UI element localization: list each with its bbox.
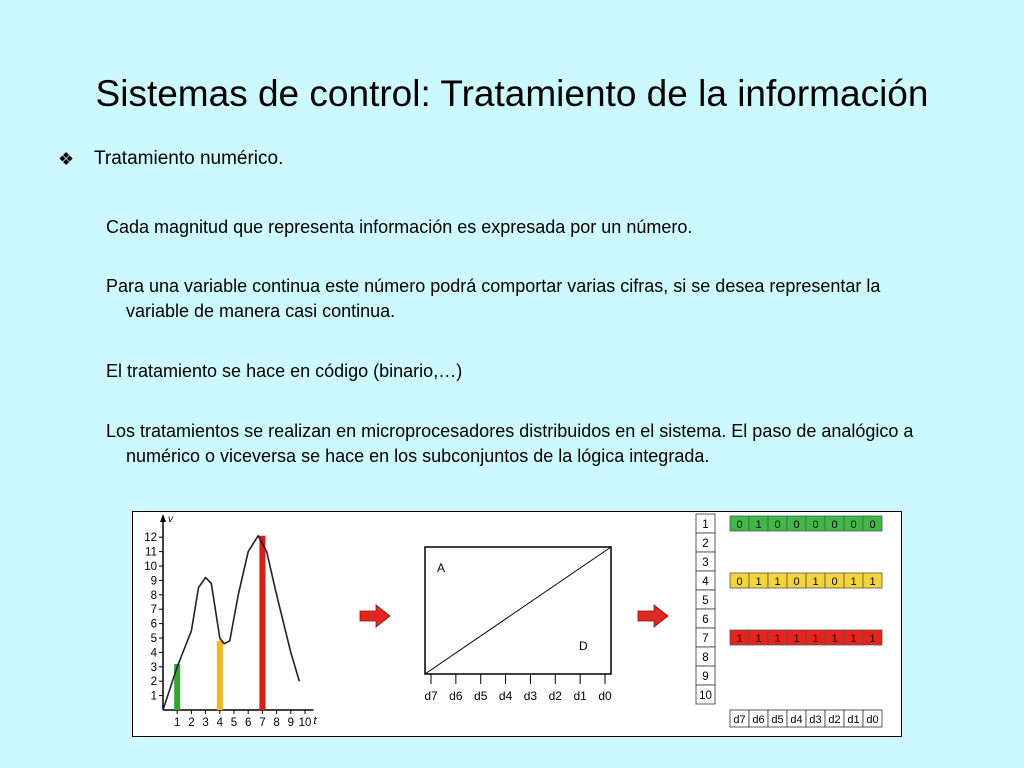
y-tick-label: 8 bbox=[150, 589, 157, 602]
code-bit: 1 bbox=[812, 633, 819, 645]
level-label: 10 bbox=[699, 690, 712, 702]
code-bit-label: d1 bbox=[847, 714, 860, 726]
code-bit: 0 bbox=[812, 519, 819, 531]
figure-canvas bbox=[133, 512, 901, 736]
level-label: 6 bbox=[702, 614, 709, 626]
code-bit: 0 bbox=[869, 519, 876, 531]
code-bit: 0 bbox=[736, 519, 743, 531]
paragraph-2: Para una variable continua este número podrá comportar varias cifras, si se desea representar la variable de manera casi continua. bbox=[106, 276, 881, 321]
y-tick-label: 12 bbox=[144, 532, 157, 545]
x-tick-label: 8 bbox=[273, 717, 280, 729]
code-bit: 1 bbox=[850, 633, 857, 645]
code-bit: 1 bbox=[755, 633, 762, 645]
x-tick-label: 10 bbox=[298, 717, 312, 729]
converter-bit-label: d5 bbox=[474, 689, 488, 703]
code-bit: 1 bbox=[755, 519, 762, 531]
code-bit: 1 bbox=[869, 576, 876, 588]
y-tick-label: 2 bbox=[150, 676, 157, 689]
x-tick-label: 1 bbox=[173, 717, 181, 729]
converter-label-d: D bbox=[579, 639, 588, 653]
code-bit: 0 bbox=[774, 519, 781, 531]
paragraph-3: El tratamiento se hace en código (binario,…) bbox=[106, 361, 463, 381]
y-tick-label: 6 bbox=[150, 618, 157, 631]
converter-bit-label: d4 bbox=[498, 689, 513, 703]
level-label: 2 bbox=[702, 538, 709, 550]
x-tick-label: 9 bbox=[287, 717, 295, 729]
code-bit: 1 bbox=[774, 576, 781, 588]
y-axis-arrow bbox=[160, 514, 166, 522]
y-tick-label: 9 bbox=[150, 575, 157, 588]
x-axis-label: t bbox=[313, 715, 317, 727]
sample-bar-2 bbox=[217, 641, 223, 710]
converter-bit-label: d3 bbox=[523, 689, 538, 703]
y-axis-label: v bbox=[168, 514, 173, 525]
y-tick-label: 7 bbox=[150, 604, 157, 617]
y-tick-label: 1 bbox=[150, 690, 157, 703]
bullet-item bbox=[58, 148, 283, 170]
converter-bit-label: d6 bbox=[449, 689, 463, 703]
x-tick-label: 5 bbox=[230, 717, 238, 729]
code-bit-label: d2 bbox=[828, 714, 841, 726]
x-tick-label: 6 bbox=[244, 717, 252, 729]
converter-bit-label: d2 bbox=[548, 689, 562, 703]
paragraph-4: Los tratamientos se realizan en microprocesadores distribuidos en el sistema. El paso de analógico a numérico o viceversa se hace en los subconjuntos de la lógica integrada. bbox=[106, 421, 914, 466]
y-tick-label: 4 bbox=[150, 647, 157, 660]
y-tick-label: 11 bbox=[145, 546, 157, 559]
code-bit: 1 bbox=[831, 633, 838, 645]
sample-bar-3 bbox=[259, 536, 265, 710]
code-bit: 0 bbox=[736, 576, 743, 588]
level-label: 7 bbox=[702, 633, 709, 645]
y-tick-label: 3 bbox=[150, 661, 157, 674]
diamond-bullet-icon: ❖ bbox=[58, 148, 75, 169]
level-label: 3 bbox=[702, 557, 709, 569]
code-bit-label: d0 bbox=[866, 714, 879, 726]
code-bit-label: d3 bbox=[809, 714, 822, 726]
code-bit: 1 bbox=[812, 576, 819, 588]
right-arrow-icon bbox=[360, 605, 390, 627]
code-bit-label: d4 bbox=[790, 714, 803, 726]
code-bit: 0 bbox=[793, 576, 800, 588]
level-label: 8 bbox=[702, 652, 709, 664]
code-bit: 1 bbox=[850, 576, 857, 588]
code-bit-label: d5 bbox=[771, 714, 784, 726]
converter-bit-label: d7 bbox=[424, 689, 438, 703]
converter-bit-label: d0 bbox=[598, 689, 612, 703]
code-bit-label: d6 bbox=[752, 714, 765, 726]
paragraph-1: Cada magnitud que representa información es expresada por un número. bbox=[106, 217, 693, 237]
analog-signal-curve bbox=[163, 536, 299, 710]
y-tick-label: 10 bbox=[144, 561, 157, 573]
code-bit: 1 bbox=[774, 633, 781, 645]
level-label: 4 bbox=[702, 576, 709, 588]
code-bit: 0 bbox=[831, 576, 838, 588]
x-tick-label: 4 bbox=[216, 717, 224, 729]
converter-label-a: A bbox=[437, 561, 446, 575]
code-bit: 1 bbox=[755, 576, 762, 588]
signal-conversion-figure bbox=[132, 511, 902, 737]
code-bit: 1 bbox=[869, 633, 876, 645]
converter-bit-label: d1 bbox=[573, 689, 587, 703]
code-bit: 1 bbox=[736, 633, 743, 645]
code-bit: 0 bbox=[831, 519, 838, 531]
level-label: 9 bbox=[702, 671, 709, 683]
x-tick-label: 2 bbox=[188, 717, 195, 729]
slide-title: Sistemas de control: Tratamiento de la información bbox=[95, 73, 929, 114]
x-tick-label: 7 bbox=[259, 717, 266, 729]
x-tick-label: 3 bbox=[202, 717, 209, 729]
bullet-text: Tratamiento numérico. bbox=[94, 148, 284, 169]
level-label: 5 bbox=[702, 595, 709, 607]
code-bit: 0 bbox=[850, 519, 857, 531]
code-bit-label: d7 bbox=[733, 714, 746, 726]
level-label: 1 bbox=[702, 519, 709, 531]
code-bit: 1 bbox=[793, 633, 800, 645]
right-arrow-icon bbox=[638, 605, 668, 627]
code-bit: 0 bbox=[793, 519, 800, 531]
y-tick-label: 5 bbox=[150, 633, 157, 645]
